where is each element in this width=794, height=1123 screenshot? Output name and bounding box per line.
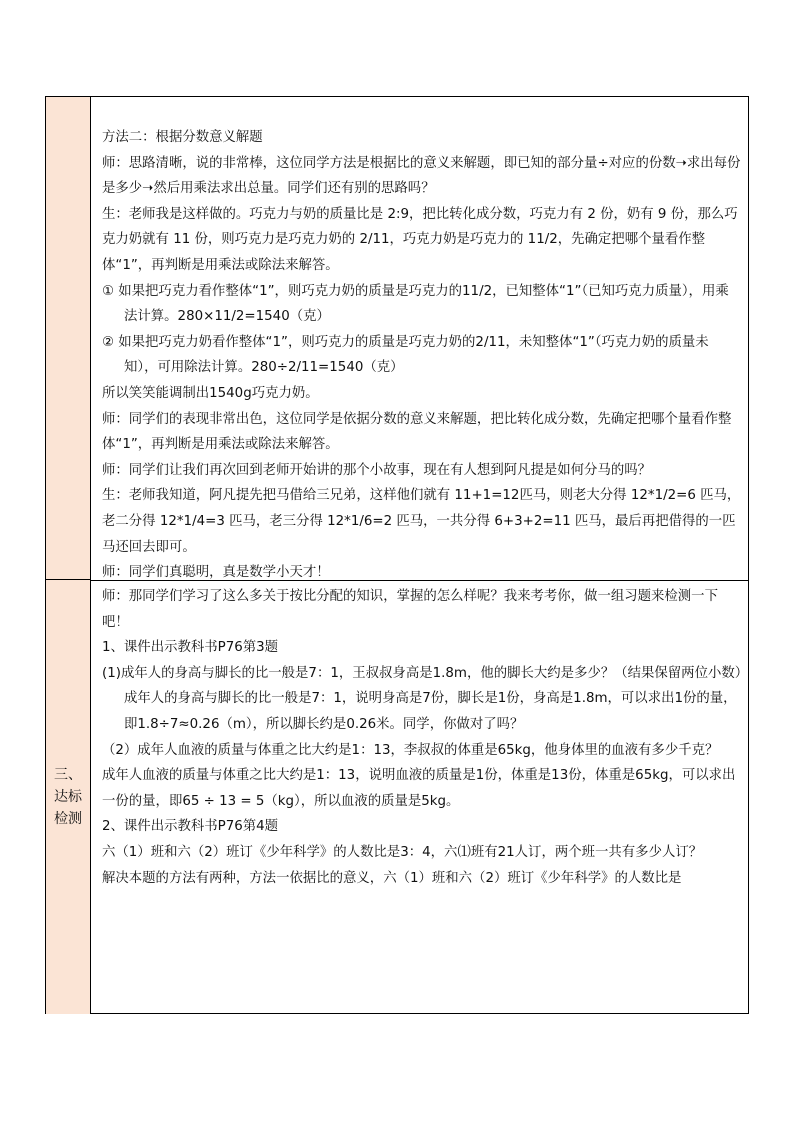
teacher-line: 师：同学们的表现非常出色，这位同学是依据分数的意义来解题，把比转化成分数，先确定把哪个量看作整体“1”，再判断是用乘法或除法来解答。 (102, 411, 732, 453)
student-line: 生：老师我是这样做的。巧克力与奶的质量比是 2:9，把比转化成分数，巧克力有 2 份，奶有 9 份，那么巧克力奶就有 11 份，则巧克力是巧克力奶的 2/11，巧克力奶是巧克力的 11/2，先确定把哪个量看作整体“1”，再判断是用乘法或除法来解答。 (102, 206, 738, 273)
method-two-title: 方法二：根据分数意义解题 (102, 130, 263, 145)
exercise-question: （2）成年人血液的质量与体重之比大约是1：13，李叔叔的体重是65kg，他身体里的血液有多少千克？ (102, 742, 719, 758)
section-label: 三、达标检测 (54, 767, 82, 827)
teacher-line: 师：那同学们学习了这么多关于按比分配的知识，掌握的怎么样呢？我来考考你，做一组习题来检测一下吧！ (102, 589, 718, 630)
method-two-block (102, 125, 742, 586)
exercise-question: 六（1）班和六（2）班订《少年科学》的人数比是3：4，六⑴班有21人订，两个班一共有多少人订？ (102, 844, 703, 860)
section-cell-assessment (46, 580, 90, 1014)
student-line: 生：老师我知道，阿凡提先把马借给三兄弟，这样他们就有 11+1=12匹马，则老大分得 12*1/2=6 匹马，老二分得 12*1/4=3 匹马，老三分得 12*1/6=2 匹马，一共分得 6+3+2=11 匹马，最后再把借得的一匹马还回去即可。 (102, 488, 741, 555)
section-cell-previous (46, 97, 90, 580)
section-label-column (46, 97, 91, 1013)
lesson-table (45, 96, 749, 1014)
exercise-answer: 成年人血液的质量与体重之比大约是1：13，说明血液的质量是1份，体重是13份，体重是65kg，可以求出一份的量，即65 ÷ 13 = 5（kg），所以血液的质量是5kg。 (102, 768, 736, 809)
teacher-line: 师：同学们让我们再次回到老师开始讲的那个小故事，现在有人想到阿凡提是如何分马的吗？ (102, 462, 652, 478)
assessment-block (102, 584, 749, 891)
teacher-line: 师：思路清晰，说的非常棒，这位同学方法是根据比的意义来解题，即已知的部分量÷对应的份数➝求出每份是多少➝然后用乘法求出总量。同学们还有别的思路吗？ (102, 155, 741, 197)
exercise-question: (1)成年人的身高与脚长的比一般是7：1，王叔叔身高是1.8m，他的脚长大约是多少？（结果保留两位小数） (102, 665, 749, 681)
exercise-answer: 成年人的身高与脚长的比一般是7：1，说明身高是7份，脚长是1份，身高是1.8m，可以求出1份的量，即1.8÷7≈0.26（m），所以脚长约是0.26米。同学，你做对了吗？ (124, 691, 737, 732)
case-two: ② 如果把巧克力奶看作整体“1”，则巧克力的质量是巧克力奶的2/11，未知整体“1”（巧克力奶的质量未知），可用除法计算。280÷2/11=1540（克） (102, 334, 709, 376)
exercise-heading: 2、课件出示教科书P76第4题 (102, 819, 279, 835)
teacher-line: 师：同学们真聪明，真是数学小天才！ (102, 565, 330, 581)
case-one: ① 如果把巧克力看作整体“1”，则巧克力奶的质量是巧克力的11/2，已知整体“1”（已知巧克力质量），用乘法计算。280×11/2=1540（克） (102, 283, 729, 325)
conclusion-line: 所以笑笑能调制出1540g巧克力奶。 (102, 385, 319, 401)
exercise-answer: 解决本题的方法有两种，方法一依据比的意义，六（1）班和六（2）班订《少年科学》的人数比是 (102, 870, 682, 886)
exercise-heading: 1、课件出示教科书P76第3题 (102, 640, 279, 656)
content-column (91, 97, 748, 1013)
